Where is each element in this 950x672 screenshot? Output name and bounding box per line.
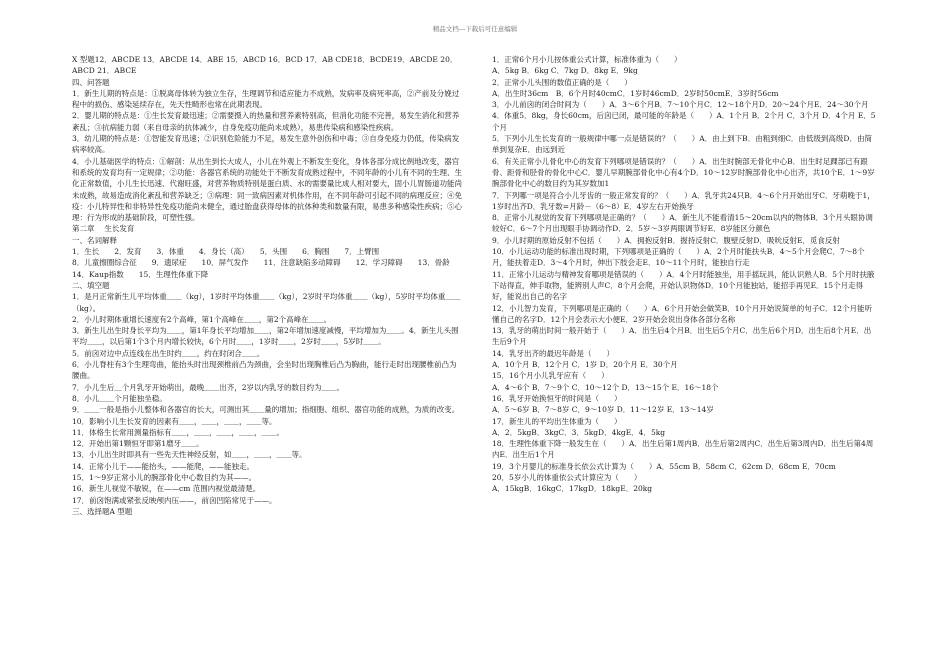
- text-line: 12．开始出第1颗恒牙即第1磨牙＿＿。: [72, 439, 204, 449]
- text-line: 8．小儿＿＿个月能独坐稳。: [72, 393, 167, 403]
- text-line: 6．有关正常小儿骨化中心的发育下列哪项是错误的？（ ）A．出生时腕部无骨化中心B．出生时足踝部已有跟骨、距骨和胫骨的骨化中心C．婴儿早期腕部骨化中心有4个D．10～12岁时腕部骨化中心出齐，共10个E．1～9岁腕部骨化中心的数目约为其岁数加1: [492, 156, 875, 189]
- text-line: 1．正常6个月小儿按体重公式计算，标准体重为（ ）: [492, 55, 682, 64]
- text-line: 5．下列小儿生长发育的一般规律中哪一点是错误的？（ ）A．由上到下B．由粗到细C．由低级到高级D．由简单到复杂E．由远到近: [492, 134, 872, 155]
- text-line: 5．前囟对边中点连线在出生时约＿＿，约在时闭合＿＿。: [72, 348, 265, 358]
- text-line: 14．乳牙出齐的最迟年龄是（ ）: [492, 348, 615, 358]
- page-header: 精品文档---下载后可任意编辑: [432, 25, 518, 33]
- text-line: 二、填空题: [72, 280, 110, 290]
- text-line: 2．正常小儿头围的数值正确的是（ ）: [492, 77, 632, 87]
- text-line: 15．16个月小儿乳牙应有（ ）: [492, 371, 609, 381]
- left-column: [72, 54, 465, 517]
- text-line: 12．小儿智力发育，下列哪项是正确的（ ）A．6个月开始会做笑B．10个月开始说简单的句子C．12个月能听懂自己的名字D．12个月会表示大小便E．2岁开始会说出身体各部分名称: [492, 303, 873, 324]
- text-line: 1．新生儿期的特点是：①脱离母体转为独立生存，生理调节和适应能力不成熟，发病率及病死率高，②产前及分娩过程中的损伤、感染延续存在，先天性畸形也常在此期表现。: [72, 88, 460, 110]
- text-line: 4．体重5．8kg，身长60cm，后囟已闭，最可能的年龄是（ ）A．1个月 B．2个月 C．3个月 D．4个月 E．5个月: [492, 111, 876, 132]
- text-line: 3．小儿前囟的闭合时间为（ ）A．3～6个月B．7～10个月C．12～18个月D．20～24个月E．24～30个月: [492, 100, 869, 110]
- text-line: A．2．5kgB．3kgC．3．5kgD．4kgE．4．5kg: [492, 427, 666, 437]
- text-line: A．10个月 B．12个月 C．1岁 D．20个月 E．30个月: [492, 360, 678, 370]
- text-line: 7．下列哪一项是符合小儿牙齿的一般正常发育的？（ ）A．乳牙共24只B．4～6个月开始出牙C．牙萌晚于1，1岁时出齐D．乳牙数=月龄－（6～8）E．4岁左右开始换牙: [492, 190, 875, 211]
- text-line: 8．正常小儿视觉的发育下列哪项是正确的？（ ）A．新生儿不能看清15～20cm以内的物体B．3个月头眼协调较好C．6～7个月出现眼手协调动作D．2．5岁～3岁两眼调节好E．8岁能区分颜色: [492, 213, 873, 234]
- text-line: 3．幼儿期的特点是：①智能发育迅速；②识别危险能力不足，易发生意外创伤和中毒；③自身免疫力仍低，传染病发病率较高。: [72, 134, 460, 155]
- text-line: 8．儿童擦圈综合征 9．遗尿症 10．屏气发作 11．注意缺陷多动障碍 12．学习障碍 13．骨龄 14．Kaup指数 15．生理性体重下降: [72, 258, 465, 279]
- text-line: 一、名词解释: [72, 235, 117, 245]
- text-line: 10．影响小儿生长发育的因素有＿＿，＿＿，＿＿，＿＿等。: [72, 416, 277, 426]
- text-line: 17．新生儿的平均出生体重为（ ）: [492, 416, 622, 426]
- text-line: 14．正常小儿于——能抬头，——能爬，——能独走。: [72, 461, 255, 471]
- text-line: 7．小儿生后＿个月乳牙开始萌出，最晚＿＿出齐，2岁以内乳牙的数目约为＿＿。: [72, 382, 345, 392]
- text-line: 1．生长 2．发育 3．体重 4．身长（高） 5．头围 6．胸围 7．上臂围: [72, 247, 380, 257]
- text-line: 第二章 生长发育: [72, 224, 135, 234]
- text-line: A．4～6个 B．7～9个 C．10～12个 D．13～15个 E．16～18个: [492, 382, 719, 392]
- text-line: 17．前囟饱满或紧张反映颅内压——，前囟凹陷常见于——。: [72, 495, 277, 505]
- text-line: 13．乳牙的萌出时间一般开始于（ ）A．出生后4个月B．出生后5个月C．出生后6个月D．出生后8个月E．出生后9个月: [492, 326, 872, 347]
- text-line: 2．婴儿期的特点是：①生长发育最迅速；②需要摄入的热量和营养素特别高，但消化功能不完善，易发生消化和营养紊乱；③抗病能力弱（来自母亲的抗体减少，自身免疫功能尚未成熟），易患传染病和感染性疾病。: [72, 111, 460, 132]
- text-line: 4．小儿基础医学的特点：①解剖：从出生到长大成人，小儿在外观上不断发生变化，身体各部分成比例地改变，器官和系统的发育均有一定规律；②功能：各器官系统的功能处于不断发育成熟过程中，不同年龄的小儿有不同的生理、生化正常数值，小儿生长迅速、代谢旺盛，对营养物质特别是蛋白质、水的需要量比成人相对要大，固小儿胃肠道功能尚未成熟，故易造成消化紊乱和营养缺乏；③病理：同一致病因素对机体作用，在不同年龄可引起不同的病理反应；④免疫：小儿特异性和非特异性免疫功能尚未健全，通过胎盘获得母体的抗体种类和数量有限，易患多种感染性疾病；⑤心理：行为形成的基础阶段，可塑性强。: [72, 156, 462, 223]
- text-line: X 型题12．ABCDE 13．ABCDE 14．ABE 15．ABCD 16．BCD 17．AB CDE18．BCDE19．ABCDE 20．ABCD 21．ABCE: [72, 55, 458, 76]
- text-line: 1．是月正常新生儿平均体重＿＿（kg），1岁时平均体重＿＿（kg），2岁时平均体重＿＿（kg），5岁时平均体重＿＿（kg）。: [72, 292, 461, 313]
- text-line: 13．小儿出生时即具有一些先天性神经反射，如＿＿，＿＿，＿＿等。: [72, 450, 307, 460]
- text-line: 3．新生儿出生时身长平均为＿＿，第1年身长平均增加＿＿，第2年增加速度减慢，平均增加为＿＿。4．新生儿头围平均＿＿，以后第1个3个月内增长较快，6个月时＿＿，1岁时＿＿，2岁时＿＿，5岁时＿＿。: [72, 326, 459, 347]
- text-line: 16．乳牙开始换恒牙的时间是（ ）: [492, 393, 622, 403]
- text-line: 11．体格生长常用测量指标有＿＿，＿＿，＿＿，＿＿，＿＿。: [72, 427, 285, 437]
- text-line: 9．小儿时期的原始反射不包括（ ）A．拥抱反射B．握持反射C．腹壁反射D．吸吮反射E．觅食反射: [492, 235, 840, 245]
- text-line: 19．3个月婴儿的标准身长依公式计算为（ ）A．55cm B．58cm C．62cm D．68cm E．70cm: [492, 461, 836, 471]
- text-line: A．5～6岁 B．7～8岁 C．9～10岁 D．11～12岁 E．13～14岁: [492, 405, 714, 415]
- text-line: A．15kgB．16kgC．17kgD．18kgE．20kg: [492, 484, 653, 494]
- text-line: 10．小儿运动功能的标准出现时期，下列哪项是正确的（ ）A．2个月时能扶头B．4～5个月会爬C．7～8个月，能扶着走D．3～4个月时，伸出下肢会走E．10～11个月时，能独自行走: [492, 247, 865, 268]
- text-line: 6．小儿脊柱有3个生理弯曲，能抬头时出现颈椎前凸为颈曲，会坐时出现胸椎后凸为胸曲，能行走时出现腰椎前凸为腰曲。: [72, 360, 457, 381]
- text-line: A．出生时36cm B．6个月时40cmC．1岁时46cmD．2岁时50cmE．3岁时56cm: [492, 88, 779, 98]
- text-line: 三、选择题A 型题: [72, 506, 133, 516]
- text-line: 16．新生儿视觉不敏锐，在——cm 范围内视觉最清楚。: [72, 484, 261, 494]
- right-column: [492, 54, 877, 495]
- text-line: 15．1～9岁正常小儿的腕部骨化中心数目约为其——。: [72, 472, 257, 482]
- text-line: 四、问答题: [72, 77, 110, 87]
- text-line: 9．＿＿一般是指小儿整体和各器官的长大，可测出其＿＿量的增加；指细胞、组织、器官功能的成熟，为质的改变。: [72, 405, 460, 415]
- text-line: A．5kg B．6kg C．7kg D．8kg E．9kg: [492, 66, 638, 76]
- text-line: 11．正常小儿运动与精神发育哪项是错误的（ ）A．4个月时能独坐，用手摇玩具，能认识熟人B．5个月时扶腋下站得直，伸手取物，能辨别人声C．8个月会爬，开始认识物体D．10个月能独站，能招手再见E．15个月走得好，能说出自己的名字: [492, 269, 875, 302]
- text-line: 18．生理性体重下降一般发生在（ ）A．出生后第1周内B．出生后第2周内C．出生后第3周内D．出生后第4周内E．出生后1个月: [492, 439, 874, 460]
- text-line: 20．5岁小儿的体重依公式计算应为（ ）: [492, 472, 642, 482]
- text-line: 2．小儿时期体重增长速度有2个高峰，第1个高峰在＿＿，第2个高峰在＿＿。: [72, 314, 332, 324]
